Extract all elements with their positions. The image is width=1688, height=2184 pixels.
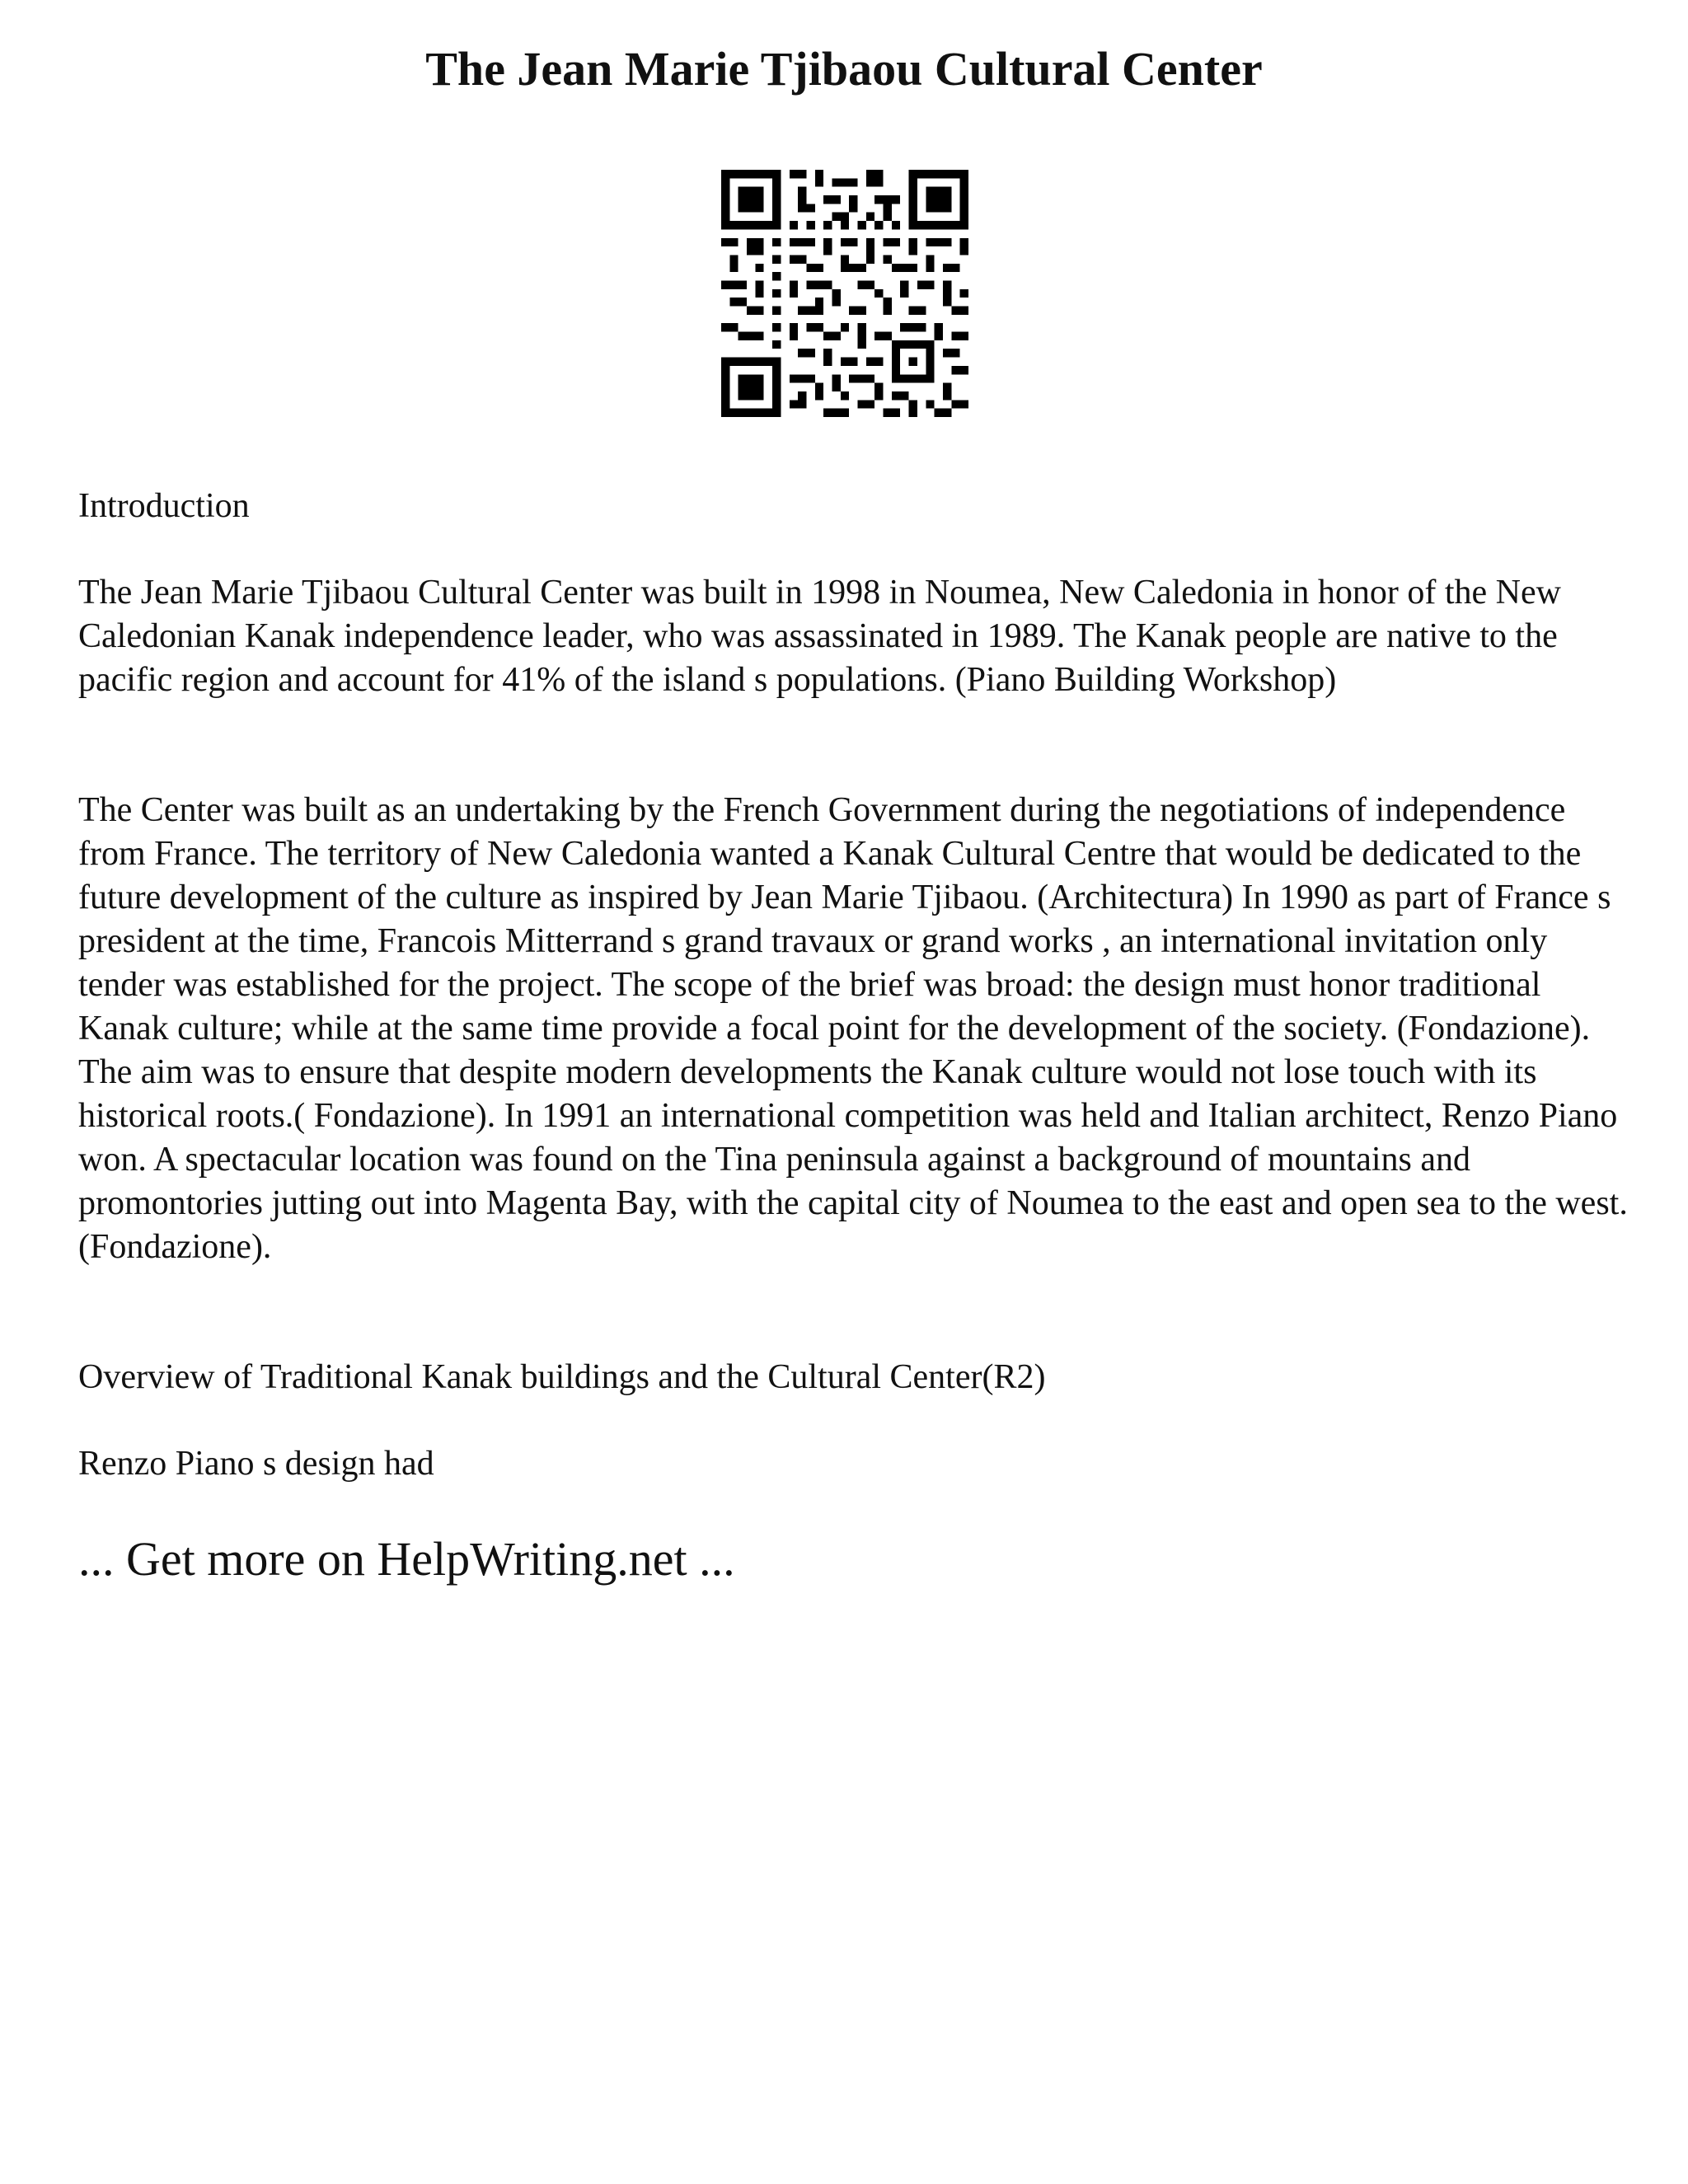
paragraph-intro: The Jean Marie Tjibaou Cultural Center was built in 1998 in Noumea, New Caledonia in honor of the New Caledonian Kanak independence leader, who was assassinated in 1989. The Kanak people are native to the pacific region and account for 41% of the island s populations. (Piano Building Workshop) [78, 574, 1561, 699]
overview-heading: Overview of Traditional Kanak buildings and the Cultural Center(R2) [78, 1358, 1046, 1396]
get-more-link[interactable]: ... Get more on HelpWriting.net ... [78, 1532, 735, 1586]
document-title: The Jean Marie Tjibaou Cultural Center [425, 42, 1263, 96]
qr-code-icon [721, 170, 968, 417]
renzo-line: Renzo Piano s design had [78, 1445, 434, 1483]
paragraph-history: The Center was built as an undertaking by the French Government during the negotiations of independence from France. The territory of New Caledonia wanted a Kanak Cultural Centre that would be dedicated to the future development of the culture as inspired by Jean Marie Tjibaou. (Architectura) In 1990 as part of France s president at the time, Francois Mitterrand s grand travaux or grand works , an international invitation only tender was established for the project. The scope of the brief was broad: the design must honor traditional Kanak culture; while at the same time provide a focal point for the development of the society. (Fondazione). The aim was to ensure that despite modern developments the Kanak culture would not lose touch with its historical roots.( Fondazione). In 1991 an international competition was held and Italian architect, Renzo Piano won. A spectacular location was found on the Tina peninsula against a background of mountains and promontories jutting out into Magenta Bay, with the capital city of Noumea to the east and open sea to the west. (Fondazione). [78, 791, 1628, 1266]
intro-heading: Introduction [78, 487, 250, 525]
